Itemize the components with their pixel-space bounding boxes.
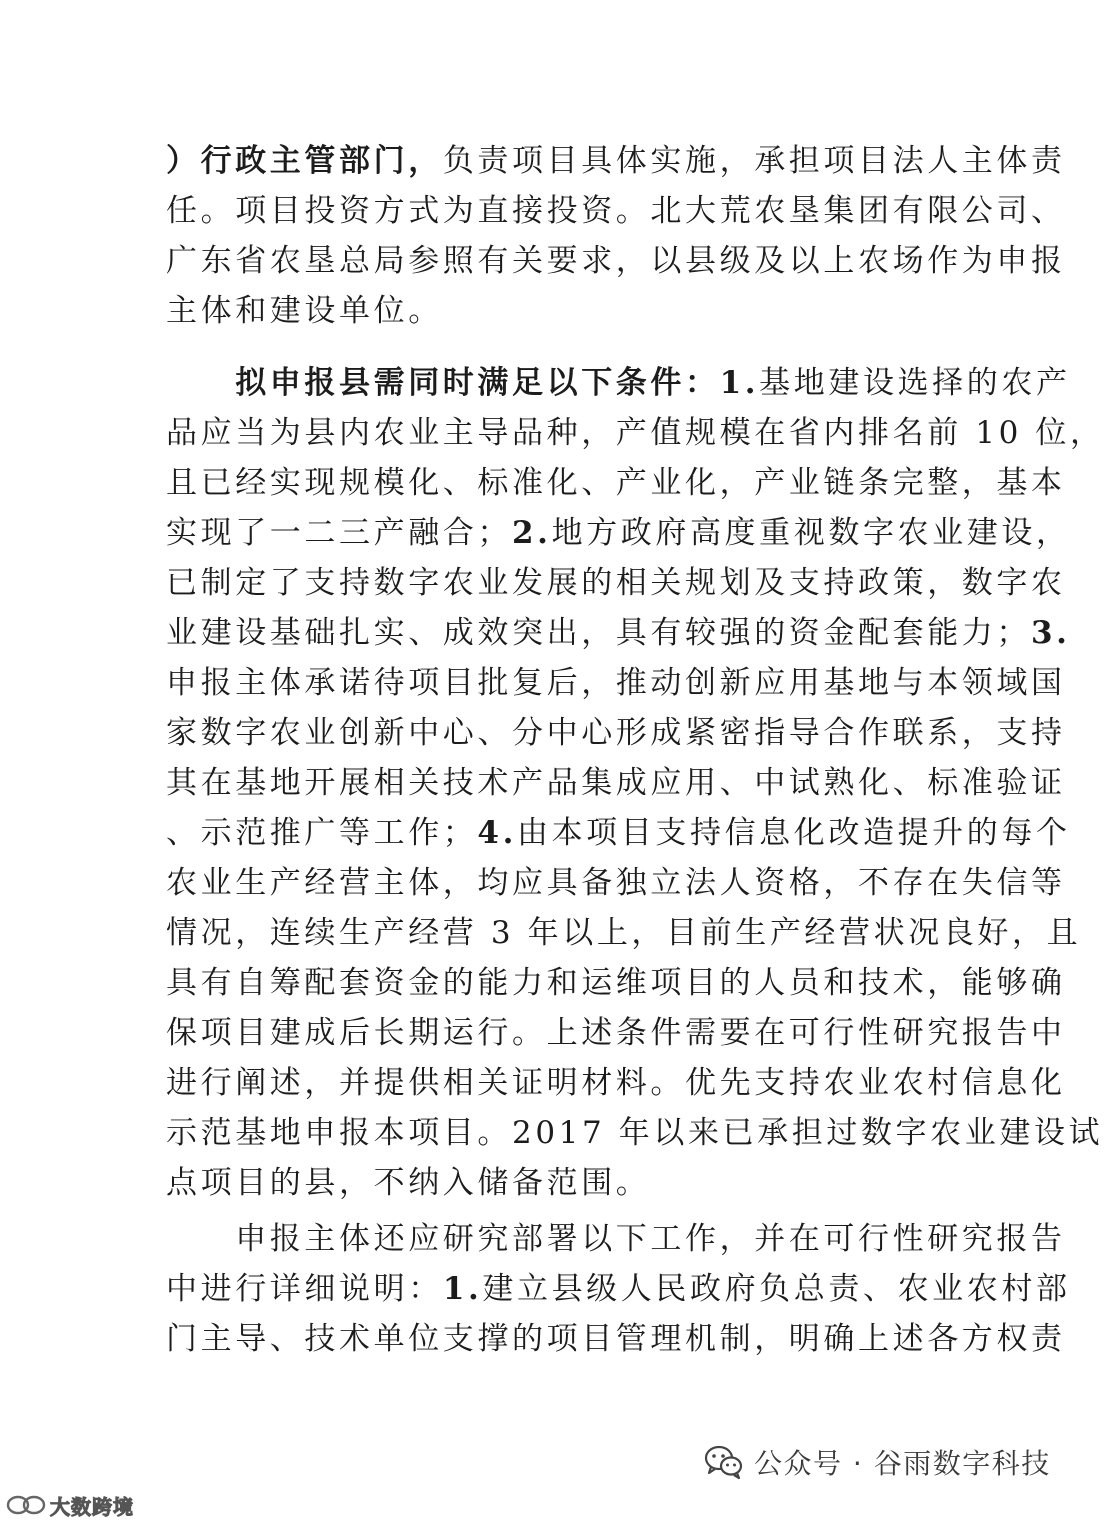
text-segment: 实现了一二三产融合； xyxy=(166,515,512,551)
text-segment: 已制定了支持数字农业发展的相关规划及支持政策，数字农 xyxy=(166,565,1066,601)
text-segment: 广东省农垦总局参照有关要求，以县级及以上农场作为申报 xyxy=(166,243,1066,279)
text-segment: 具有自筹配套资金的能力和运维项目的人员和技术，能够确 xyxy=(166,965,1066,1001)
text-line xyxy=(166,708,1066,758)
text-segment: 品应当为县内农业主导品种，产值规模在省内排名前 10 位， xyxy=(166,415,1105,451)
text-line xyxy=(166,1214,1066,1264)
text-segment: 中进行详细说明： xyxy=(166,1271,443,1307)
text-segment: 保项目建成后长期运行。上述条件需要在可行性研究报告中 xyxy=(166,1015,1066,1051)
watermark-text: 公众号 · 谷雨数字科技 xyxy=(754,1447,1051,1480)
text-segment: 点项目的县，不纳入储备范围。 xyxy=(166,1165,651,1201)
text-segment: 示范基地申报本项目。2017 年以来已承担过数字农业建设试 xyxy=(166,1115,1104,1151)
wechat-icon xyxy=(704,1444,744,1480)
text-line xyxy=(166,136,1066,186)
text-segment: 业建设基础扎实、成效突出，具有较强的资金配套能力； xyxy=(166,615,1031,651)
text-segment: 门主导、技术单位支撑的项目管理机制，明确上述各方权责 xyxy=(166,1321,1066,1357)
text-line xyxy=(166,1108,1104,1158)
text-line xyxy=(166,758,1066,808)
corner-logo-text: 大数跨境 xyxy=(50,1494,134,1519)
text-line xyxy=(166,608,1071,658)
text-segment: 、示范推广等工作； xyxy=(166,815,478,851)
text-segment: 任。项目投资方式为直接投资。北大荒农垦集团有限公司、 xyxy=(166,193,1066,229)
text-segment: 主体和建设单位。 xyxy=(166,293,443,329)
bold-text-segment: 4. xyxy=(477,815,517,851)
text-line xyxy=(166,186,1066,236)
text-line xyxy=(166,658,1066,708)
text-segment: 进行阐述，并提供相关证明材料。优先支持农业农村信息化 xyxy=(166,1065,1066,1101)
text-segment: 情况，连续生产经营 3 年以上，目前生产经营状况良好，且 xyxy=(166,915,1082,951)
text-line xyxy=(166,1314,1066,1364)
text-line xyxy=(166,358,1071,408)
text-segment: 农业生产经营主体，均应具备独立法人资格，不存在失信等 xyxy=(166,865,1066,901)
text-segment: 建立县级人民政府负总责、农业农村部 xyxy=(482,1271,1071,1307)
text-segment: 其在基地开展相关技术产品集成应用、中试熟化、标准验证 xyxy=(166,765,1066,801)
text-line xyxy=(166,1008,1066,1058)
text-line xyxy=(166,1058,1066,1108)
text-segment: 基地建设选择的农产 xyxy=(759,365,1071,401)
text-segment xyxy=(166,365,235,401)
text-line xyxy=(166,1158,926,1208)
text-line xyxy=(166,286,926,336)
bold-text-segment: 3. xyxy=(1031,615,1071,651)
text-line xyxy=(166,558,1066,608)
text-line xyxy=(166,408,1105,458)
wechat-watermark xyxy=(704,1440,1051,1484)
bold-text-segment: 2. xyxy=(512,515,552,551)
text-segment: 家数字农业创新中心、分中心形成紧密指导合作联系，支持 xyxy=(166,715,1066,751)
brand-logo-icon xyxy=(6,1493,46,1517)
text-segment: 申报主体承诺待项目批复后，推动创新应用基地与本领域国 xyxy=(166,665,1066,701)
corner-brand-logo xyxy=(6,1490,134,1520)
bold-text-segment: 拟申报县需同时满足以下条件：1. xyxy=(235,365,760,401)
text-line xyxy=(166,1264,1071,1314)
text-segment: 由本项目支持信息化改造提升的每个 xyxy=(516,815,1071,851)
text-segment: 地方政府高度重视数字农业建设， xyxy=(551,515,1071,551)
text-line xyxy=(166,458,1066,508)
text-line xyxy=(166,508,1071,558)
text-line xyxy=(166,958,1066,1008)
text-line xyxy=(166,236,1066,286)
bold-text-segment: ）行政主管部门， xyxy=(166,143,443,179)
text-segment: 申报主体还应研究部署以下工作，并在可行性研究报告 xyxy=(166,1221,1066,1257)
text-line xyxy=(166,908,1082,958)
text-line xyxy=(166,858,1066,908)
text-line xyxy=(166,808,1071,858)
bold-text-segment: 1. xyxy=(442,1271,483,1307)
text-segment: 且已经实现规模化、标准化、产业化，产业链条完整，基本 xyxy=(166,465,1066,501)
text-segment: 负责项目具体实施，承担项目法人主体责 xyxy=(442,143,1066,179)
